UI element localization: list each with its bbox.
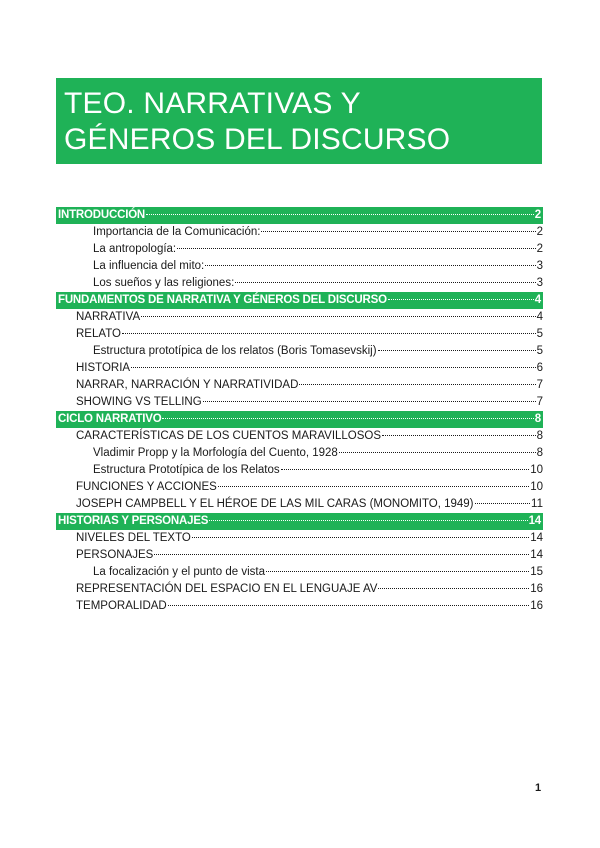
toc-section-heading[interactable] [56, 513, 543, 530]
toc-entry-page: 4 [536, 311, 543, 323]
toc-entry[interactable] [56, 496, 543, 513]
toc-entry-title: TEMPORALIDAD [76, 600, 167, 612]
toc-entry-page: 14 [530, 532, 543, 544]
toc-subentry[interactable] [56, 343, 543, 360]
toc-entry-title: La focalización y el punto de vista [93, 566, 265, 578]
toc-entry-title: NARRAR, NARRACIÓN Y NARRATIVIDAD [76, 379, 299, 391]
toc-entry[interactable] [56, 581, 543, 598]
toc-entry-page: 6 [536, 362, 543, 374]
dot-leader [162, 418, 533, 419]
toc-entry[interactable] [56, 428, 543, 445]
dot-leader [177, 248, 535, 249]
toc-entry-title: Estructura Prototípica de los Relatos [93, 464, 280, 476]
toc-entry-title: CICLO NARRATIVO [58, 413, 162, 425]
toc-entry[interactable] [56, 326, 543, 343]
table-of-contents [56, 207, 543, 615]
dot-leader [299, 384, 535, 385]
toc-entry-page: 16 [530, 600, 543, 612]
toc-entry-page: 11 [531, 498, 543, 510]
toc-subentry[interactable] [56, 258, 543, 275]
toc-entry[interactable] [56, 598, 543, 615]
toc-entry-page: 7 [536, 396, 543, 408]
dot-leader [388, 299, 534, 300]
toc-subentry[interactable] [56, 564, 543, 581]
toc-entry-title: HISTORIA [76, 362, 131, 374]
toc-entry-page: 14 [528, 515, 541, 527]
toc-entry[interactable] [56, 394, 543, 411]
toc-entry-page: 2 [534, 209, 541, 221]
toc-entry-title: INTRODUCCIÓN [58, 209, 146, 221]
toc-subentry[interactable] [56, 241, 543, 258]
toc-entry[interactable] [56, 360, 543, 377]
toc-entry-page: 10 [530, 464, 543, 476]
dot-leader [131, 367, 535, 368]
toc-entry-title: PERSONAJES [76, 549, 154, 561]
toc-entry-title: HISTORIAS Y PERSONAJES [58, 515, 209, 527]
dot-leader [339, 452, 536, 453]
toc-entry-page: 16 [530, 583, 543, 595]
toc-entry-title: REPRESENTACIÓN DEL ESPACIO EN EL LENGUAJE AV [76, 583, 378, 595]
dot-leader [209, 520, 527, 521]
toc-entry-title: La influencia del mito: [93, 260, 205, 272]
page-number: 1 [535, 782, 542, 794]
dot-leader [261, 231, 535, 232]
toc-entry-title: Los sueños y las religiones: [93, 277, 235, 289]
dot-leader [203, 401, 536, 402]
toc-entry-page: 3 [536, 260, 543, 272]
toc-entry-title: Vladimir Propp y la Morfología del Cuento, 1928 [93, 447, 338, 459]
toc-entry-page: 5 [536, 328, 543, 340]
title-line-2: GÉNEROS DEL DISCURSO [64, 123, 451, 156]
toc-entry-title: CARACTERÍSTICAS DE LOS CUENTOS MARAVILLOSOS [76, 430, 382, 442]
dot-leader [378, 350, 536, 351]
toc-entry-page: 4 [534, 294, 541, 306]
toc-entry-page: 10 [530, 481, 543, 493]
dot-leader [192, 537, 529, 538]
toc-entry-page: 2 [536, 226, 543, 238]
dot-leader [146, 214, 534, 215]
dot-leader [378, 588, 529, 589]
toc-subentry[interactable] [56, 462, 543, 479]
dot-leader [382, 435, 536, 436]
toc-entry[interactable] [56, 377, 543, 394]
toc-entry-title: La antropología: [93, 243, 177, 255]
toc-entry-page: 8 [536, 430, 543, 442]
dot-leader [141, 316, 535, 317]
toc-entry-title: FUNCIONES Y ACCIONES [76, 481, 217, 493]
dot-leader [168, 605, 529, 606]
toc-subentry[interactable] [56, 445, 543, 462]
toc-entry-page: 15 [530, 566, 543, 578]
title-banner [56, 78, 542, 164]
toc-section-heading[interactable] [56, 207, 543, 224]
toc-subentry[interactable] [56, 224, 543, 241]
toc-entry-page: 14 [530, 549, 543, 561]
toc-entry-page: 2 [536, 243, 543, 255]
toc-entry-title: JOSEPH CAMPBELL Y EL HÉROE DE LAS MIL CARAS (MONOMITO, 1949) [76, 498, 474, 510]
toc-entry-page: 7 [536, 379, 543, 391]
toc-entry[interactable] [56, 309, 543, 326]
toc-section-heading[interactable] [56, 411, 543, 428]
toc-entry-title: RELATO [76, 328, 121, 340]
dot-leader [475, 503, 531, 504]
toc-entry-page: 5 [536, 345, 543, 357]
toc-entry-title: NIVELES DEL TEXTO [76, 532, 191, 544]
toc-entry-page: 8 [534, 413, 541, 425]
toc-entry-title: NARRATIVA [76, 311, 141, 323]
dot-leader [122, 333, 536, 334]
dot-leader [218, 486, 529, 487]
toc-entry-page: 3 [536, 277, 543, 289]
toc-entry[interactable] [56, 530, 543, 547]
toc-entry-title: SHOWING VS TELLING [76, 396, 202, 408]
dot-leader [281, 469, 530, 470]
toc-entry-title: Importancia de la Comunicación: [93, 226, 261, 238]
dot-leader [205, 265, 535, 266]
toc-entry[interactable] [56, 547, 543, 564]
dot-leader [154, 554, 529, 555]
toc-subentry[interactable] [56, 275, 543, 292]
dot-leader [266, 571, 529, 572]
toc-entry[interactable] [56, 479, 543, 496]
dot-leader [235, 282, 535, 283]
toc-entry-title: FUNDAMENTOS DE NARRATIVA Y GÉNEROS DEL DISCURSO [58, 294, 387, 306]
toc-entry-page: 8 [536, 447, 543, 459]
title-line-1: TEO. NARRATIVAS Y [64, 87, 361, 120]
toc-section-heading[interactable] [56, 292, 543, 309]
toc-entry-title: Estructura prototípica de los relatos (Boris Tomasevskij) [93, 345, 377, 357]
